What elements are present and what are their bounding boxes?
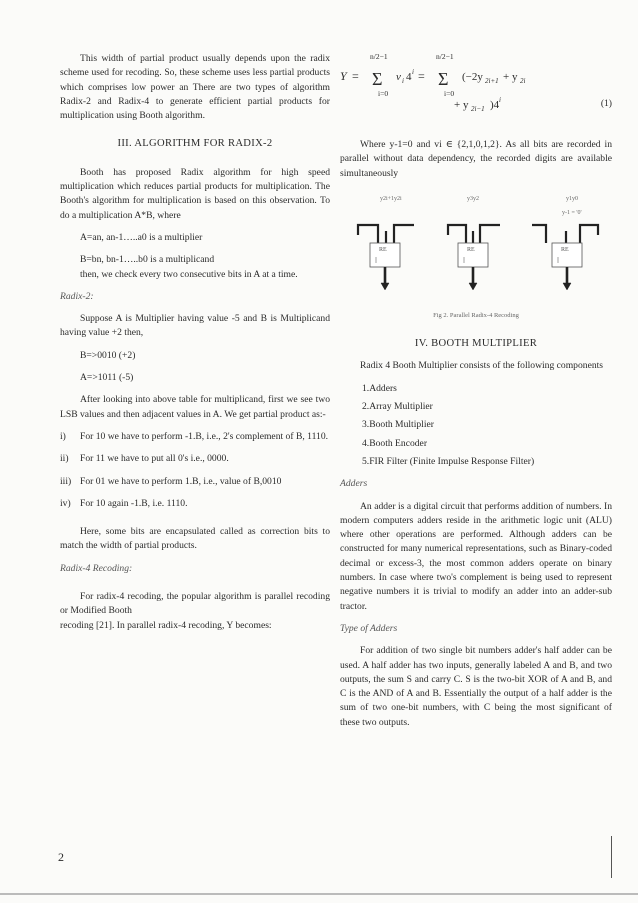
svg-text:2i+1: 2i+1 bbox=[485, 77, 499, 85]
section-4-title: IV. BOOTH MULTIPLIER bbox=[414, 338, 538, 350]
svg-text:4: 4 bbox=[406, 71, 412, 83]
svg-text:i=0: i=0 bbox=[378, 89, 389, 98]
svg-text:Σ: Σ bbox=[372, 69, 383, 89]
svg-text:)4: )4 bbox=[490, 99, 500, 111]
component-item: 5.FIR Filter (Finite Impulse Response Filter) bbox=[362, 455, 535, 467]
case-text: For 10 again -1.B, i.e. 1110. bbox=[80, 497, 188, 509]
svg-text:2i−1: 2i−1 bbox=[471, 105, 485, 113]
right-column bbox=[340, 52, 612, 730]
svg-text:i: i bbox=[499, 96, 501, 104]
case-label: iii) bbox=[60, 475, 72, 487]
re-label: RE bbox=[467, 246, 475, 253]
case-item bbox=[60, 497, 330, 511]
equation-number: (1) bbox=[600, 98, 612, 109]
svg-text:+ y: + y bbox=[454, 99, 469, 111]
case-item bbox=[60, 452, 330, 466]
svg-text:Σ: Σ bbox=[438, 69, 449, 89]
svg-text:i=0: i=0 bbox=[444, 89, 455, 98]
re-label: RE bbox=[561, 246, 569, 253]
case-label: iv) bbox=[60, 497, 71, 509]
component-item: 1.Adders bbox=[362, 382, 397, 394]
figure-parallel-recoding bbox=[340, 191, 612, 323]
left-column bbox=[60, 52, 330, 633]
bottom-rule bbox=[0, 893, 638, 895]
radix4-heading: Radix-4 Recoding: bbox=[60, 562, 133, 574]
component-item: 3.Booth Multiplier bbox=[362, 419, 434, 431]
components-intro: Radix 4 Booth Multiplier consists of the following components bbox=[360, 360, 604, 372]
svg-text:v: v bbox=[396, 71, 401, 83]
booth-paragraph: Booth has proposed Radix algorithm for high speed multiplication which reduces partial products for multiplication. The Booth's algorithm for multiplication is based on this observation. To do a multiplication A*B, where bbox=[60, 166, 330, 221]
then-check-text: then, we check every two consecutive bits in A at a time. bbox=[80, 268, 298, 280]
re-label: RE bbox=[379, 246, 387, 253]
after-looking-paragraph: After looking into above table for multiplicand, first we see two LSB values and then adjacent values in A. We get partial product as:- bbox=[60, 394, 330, 420]
svg-text:i: i bbox=[412, 68, 414, 76]
a-value: A=>1011 (-5) bbox=[80, 372, 134, 384]
svg-text:i: i bbox=[402, 77, 404, 85]
type-of-adders-heading: Type of Adders bbox=[340, 622, 398, 634]
case-item bbox=[60, 475, 330, 489]
component-item: 2.Array Multiplier bbox=[362, 401, 433, 413]
fig-label-left: y2i+1y2i bbox=[380, 195, 402, 202]
case-text: For 10 we have to perform -1.B, i.e., 2's complement of B, 1110. bbox=[80, 430, 329, 442]
svg-text:n/2−1: n/2−1 bbox=[370, 52, 388, 61]
svg-text:=: = bbox=[418, 69, 425, 83]
fig-label-mid: y3y2 bbox=[467, 195, 479, 202]
svg-text:+ y: + y bbox=[503, 71, 518, 83]
radix4-paragraph-1: For radix-4 recoding, the popular algorithm is parallel recoding or Modified Booth bbox=[60, 591, 330, 617]
case-label: i) bbox=[60, 430, 66, 442]
svg-text:(−2y: (−2y bbox=[462, 71, 483, 83]
radix4-paragraph-2: recoding [21]. In parallel radix-4 recoding, Y becomes: bbox=[60, 619, 272, 631]
case-text: For 01 we have to perform 1.B, i.e., value of B,0010 bbox=[80, 475, 282, 487]
equation-1 bbox=[340, 52, 612, 160]
intro-paragraph: This width of partial product usually depends upon the radix scheme used for recoding. So, these scheme uses less partial products which comprises low power an There are two types of algorithm Radix-2 and Radix-4 to generate efficient partial products for multiplication using Booth algorithm. bbox=[60, 53, 330, 122]
svg-text:=: = bbox=[352, 69, 359, 83]
margin-line bbox=[611, 836, 612, 878]
radix2-heading: Radix-2: bbox=[60, 290, 94, 302]
b-value: B=>0010 (+2) bbox=[80, 349, 136, 361]
adders-paragraph: An adder is a digital circuit that performs addition of numbers. In modern computers adders reside in the arithmetic logic unit (ALU) where other operations are performed. Although adders can be constructed for many numerical representations, such as Binary-coded decimal or excess-3, the most common adders operate on binary numbers. In case where two's complement is being used to represent negative numbers it is trivial to modify an adder into an adder-sub tractor. bbox=[340, 500, 612, 612]
svg-text:2i: 2i bbox=[520, 77, 526, 85]
adders-heading: Adders bbox=[340, 478, 368, 490]
case-text: For 11 we have to put all 0's i.e., 0000. bbox=[80, 453, 229, 465]
case-label: ii) bbox=[60, 453, 69, 465]
correction-bits-paragraph: Here, some bits are encapsulated called as correction bits to match the width of partial products. bbox=[60, 526, 330, 552]
where-paragraph: Where y-1=0 and vi ∈ {2,1,0,1,2}. As all bits are recorded in parallel without data dependency, the recorded digits are available simultaneously bbox=[340, 139, 612, 179]
fig-y-minus1: y-1 = '0' bbox=[562, 209, 582, 216]
components-list bbox=[340, 382, 612, 469]
component-item: 4.Booth Encoder bbox=[362, 437, 428, 449]
svg-text:Y: Y bbox=[340, 69, 347, 83]
fig-label-right: y1y0 bbox=[566, 195, 578, 202]
figure-caption: Fig 2. Parallel Radix-4 Recoding bbox=[433, 311, 519, 319]
type-of-adders-paragraph: For addition of two single bit numbers adder's half adder can be used. A half adder has two inputs, generally labeled A and B, and two outputs, the sum S and carry C. S is the two-bit XOR of A and B, and C is the AND of A and B. Essentially the output of a half adder is the sum of two one-bit numbers, with C being the most significant of these two outputs. bbox=[340, 645, 612, 728]
page-number: 2 bbox=[58, 850, 64, 864]
definition-b: B=bn, bn-1…..b0 is a multiplicand bbox=[80, 254, 215, 266]
section-3-title: III. ALGORITHM FOR RADIX-2 bbox=[117, 138, 273, 150]
case-item bbox=[60, 430, 330, 444]
svg-text:n/2−1: n/2−1 bbox=[436, 52, 454, 61]
definition-a: A=an, an-1…..a0 is a multiplier bbox=[80, 231, 203, 243]
suppose-paragraph: Suppose A is Multiplier having value -5 and B is Multiplicand having value +2 then, bbox=[60, 313, 330, 339]
